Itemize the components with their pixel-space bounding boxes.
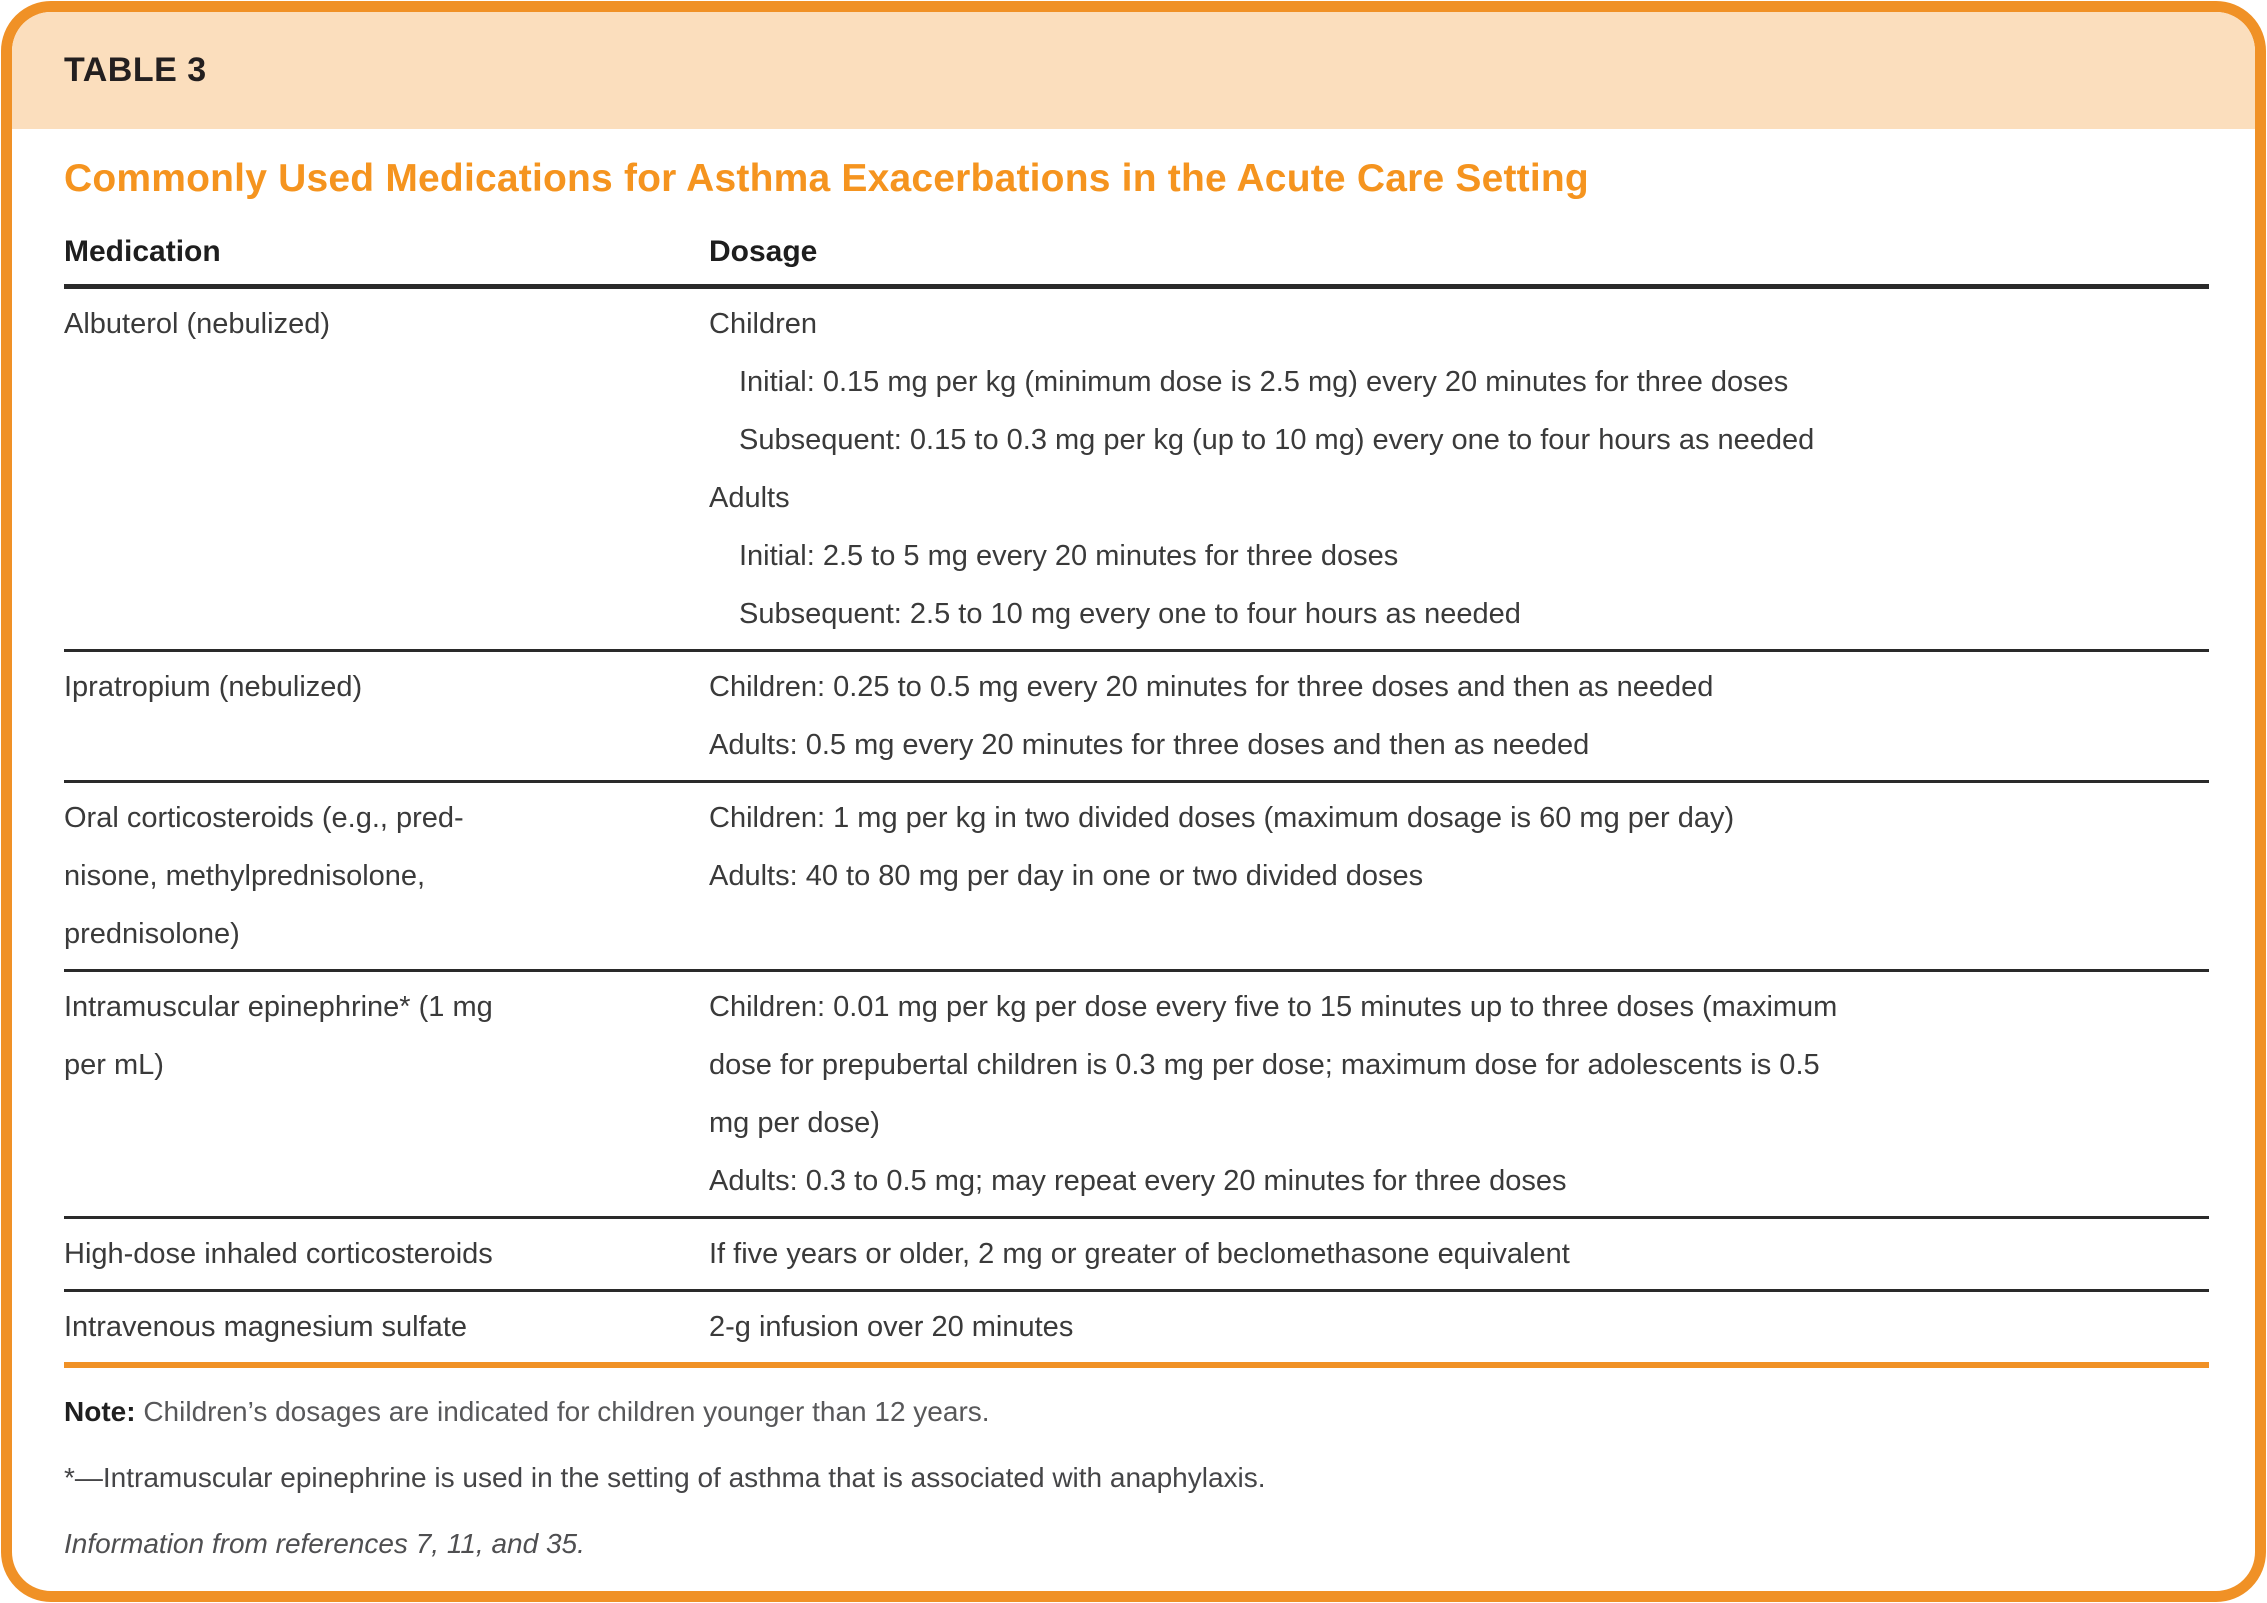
note-label: Note: [64,1396,136,1427]
dosage-cell [709,1225,2209,1283]
medication-name: Ipratropium (nebulized) [64,671,363,703]
medication-name: Intravenous magnesium sulfate [64,1311,467,1343]
table-row-ipratropium [64,652,2209,780]
table-row-magnesium-sulfate [64,1292,2209,1362]
dosage-line: Adults: 0.5 mg every 20 minutes for three doses and then as needed [709,729,1590,761]
dosage-line: Subsequent: 2.5 to 10 mg every one to four hours as needed [739,598,1521,630]
dosage-line: Children [709,308,817,340]
dosage-line: Adults: 40 to 80 mg per day in one or two divided doses [709,860,1424,892]
medication-cell [64,1225,709,1283]
asterisk-footnote: *—Intramuscular epinephrine is used in the setting of asthma that is associated with anaphylaxis. [64,1462,1266,1493]
dosage-line: Subsequent: 0.15 to 0.3 mg per kg (up to 10 mg) every one to four hours as needed [739,424,1815,456]
dosage-line: Children: 0.01 mg per kg per dose every five to 15 minutes up to three doses (maximum [709,991,1838,1023]
dosage-cell [709,1298,2209,1356]
dosage-line: Initial: 2.5 to 5 mg every 20 minutes for three doses [739,540,1399,572]
medication-cell [64,1298,709,1356]
dosage-line: mg per dose) [709,1107,880,1139]
table-row-albuterol [64,289,2209,649]
medication-name: Intramuscular epinephrine* (1 mg [64,991,493,1023]
dosage-line: Initial: 0.15 mg per kg (minimum dose is 2.5 mg) every 20 minutes for three doses [739,366,1789,398]
column-header-dosage: Dosage [709,235,818,268]
medication-cell [64,789,709,963]
medication-name: per mL) [64,1049,164,1081]
dosage-line: 2-g infusion over 20 minutes [709,1311,1074,1343]
medication-name: prednisolone) [64,918,240,950]
medication-cell [64,978,709,1210]
dosage-line: Adults [709,482,790,514]
medication-name: Albuterol (nebulized) [64,308,330,340]
note-line [64,1396,2209,1428]
dosage-line: Children: 1 mg per kg in two divided doses (maximum dosage is 60 mg per day) [709,802,1735,834]
table-content [12,156,2255,1560]
dosage-line: Children: 0.25 to 0.5 mg every 20 minutes for three doses and then as needed [709,671,1714,703]
dosage-line: If five years or older, 2 mg or greater of beclomethasone equivalent [709,1238,1570,1270]
medication-name: Oral corticosteroids (e.g., pred- [64,802,464,834]
table-title: Commonly Used Medications for Asthma Exacerbations in the Acute Care Setting [64,157,1589,200]
dosage-cell [709,658,2209,774]
dosage-cell [709,789,2209,963]
dosage-cell [709,295,2209,643]
table-card [1,1,2266,1602]
dosage-line: Adults: 0.3 to 0.5 mg; may repeat every 20 minutes for three doses [709,1165,1567,1197]
dosage-cell [709,978,2209,1210]
table-row-oral-corticosteroids [64,783,2209,969]
source-line: Information from references 7, 11, and 35. [64,1528,585,1559]
medication-name: High-dose inhaled corticosteroids [64,1238,493,1270]
dosage-line: dose for prepubertal children is 0.3 mg per dose; maximum dose for adolescents is 0.5 [709,1049,1820,1081]
column-header-medication: Medication [64,235,221,268]
medication-cell [64,658,709,774]
medication-name: nisone, methylprednisolone, [64,860,426,892]
table-number-label: TABLE 3 [64,51,207,89]
table-row-high-dose-inhaled [64,1219,2209,1289]
medication-cell [64,295,709,643]
table-number-band [12,12,2255,129]
note-text: Children’s dosages are indicated for children younger than 12 years. [143,1396,990,1427]
table-row-intramuscular-epinephrine [64,972,2209,1216]
column-header-row [64,235,2209,269]
table-footnotes [64,1368,2209,1560]
